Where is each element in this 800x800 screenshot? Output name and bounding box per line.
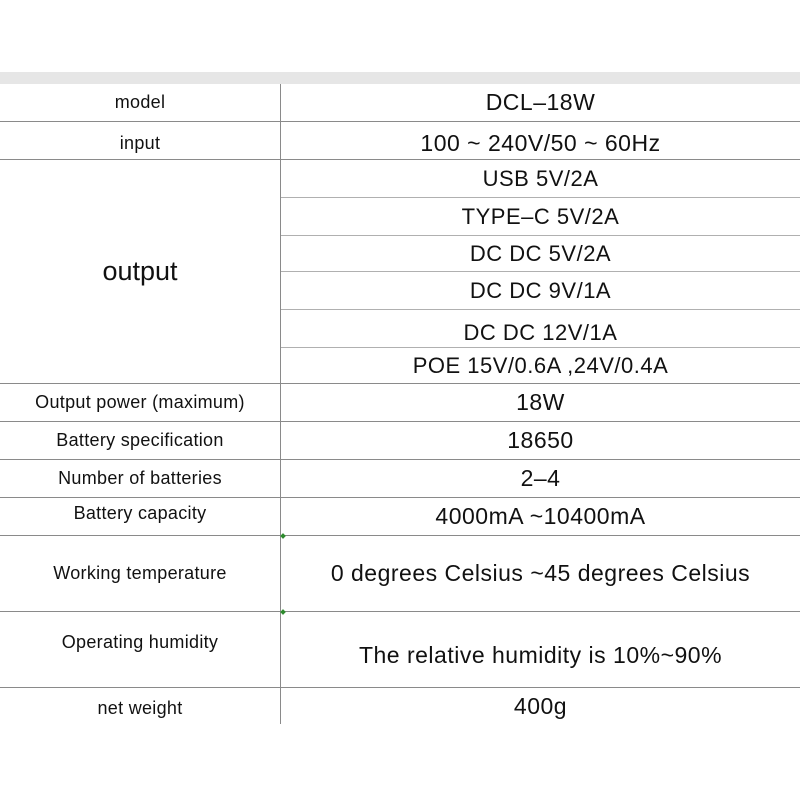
output-dc-5v: DC DC 5V/2A: [281, 236, 800, 272]
battery-spec-value: 18650: [507, 427, 574, 453]
output-type-c: TYPE–C 5V/2A: [281, 198, 800, 236]
row-operating-humidity: [0, 612, 800, 688]
top-band: [0, 72, 800, 84]
net-weight-label: net weight: [97, 697, 183, 718]
battery-count-label: Number of batteries: [58, 468, 222, 488]
row-model: [0, 84, 800, 122]
operating-humidity-label: Operating humidity: [61, 632, 219, 652]
spec-table: [0, 84, 800, 724]
input-value: 100 ~ 240V/50 ~ 60Hz: [420, 130, 661, 156]
output-poe: POE 15V/0.6A ,24V/0.4A: [281, 348, 800, 384]
output-power-value: 18W: [516, 389, 565, 415]
battery-capacity-value: 4000mA ~10400mA: [435, 503, 646, 529]
output-label: output: [0, 160, 280, 384]
row-working-temperature: [0, 536, 800, 612]
operating-humidity-value: The relative humidity is 10%~90%: [358, 642, 723, 668]
column-divider: [280, 84, 281, 724]
row-output-power: [0, 384, 800, 422]
working-temperature-label: Working temperature: [53, 563, 227, 583]
net-weight-value: 400g: [513, 692, 568, 719]
input-label: input: [119, 133, 161, 153]
output-dc-9v: DC DC 9V/1A: [281, 272, 800, 310]
row-input: [0, 122, 800, 160]
battery-spec-label: Battery specification: [56, 430, 224, 450]
output-dc-12v: DC DC 12V/1A: [281, 310, 800, 348]
working-temperature-value: 0 degrees Celsius ~45 degrees Celsius: [330, 560, 751, 586]
battery-capacity-label: Battery capacity: [73, 503, 207, 523]
output-power-label: Output power (maximum): [35, 392, 245, 412]
model-label: model: [114, 92, 166, 112]
row-battery-capacity: [0, 498, 800, 536]
row-battery-count: [0, 460, 800, 498]
model-value: DCL–18W: [485, 89, 596, 115]
battery-count-value: 2–4: [520, 465, 561, 491]
row-net-weight: [0, 688, 800, 724]
row-battery-spec: [0, 422, 800, 460]
output-usb: USB 5V/2A: [281, 160, 800, 198]
